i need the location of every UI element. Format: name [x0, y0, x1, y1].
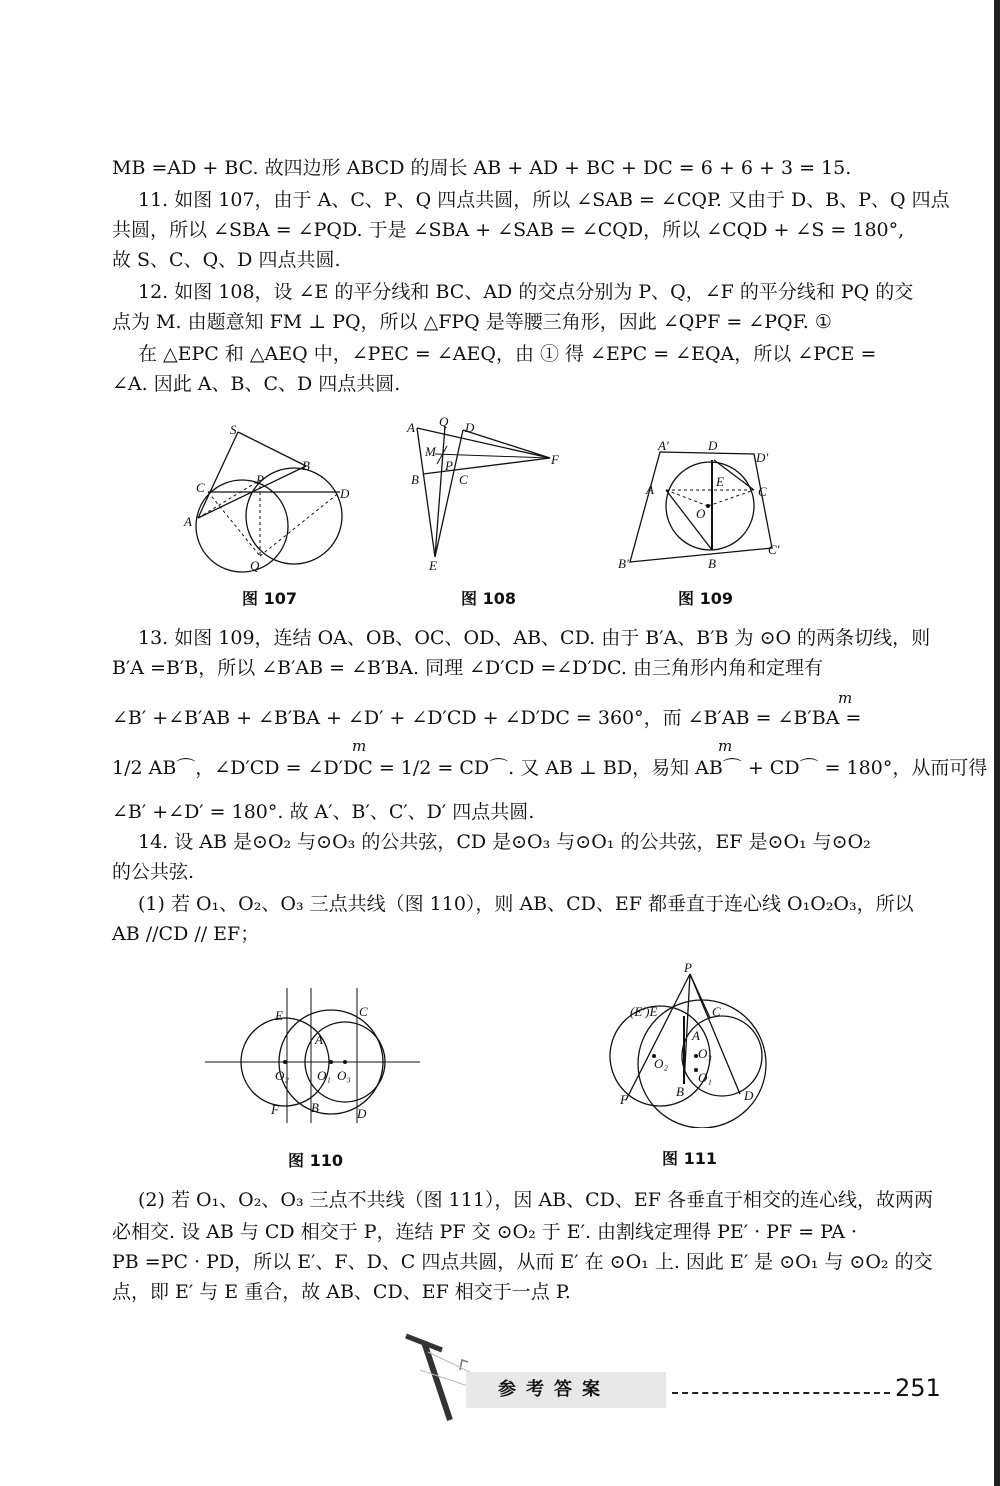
- figure-107-caption: 图 107: [242, 589, 297, 608]
- fig111-label: F: [620, 1092, 628, 1107]
- fig109-label: O: [696, 506, 706, 521]
- fig111-label: D: [744, 1088, 754, 1103]
- fig110-label: A: [315, 1032, 323, 1047]
- page-edge: [994, 0, 1000, 1486]
- fig109-label: C: [758, 484, 767, 499]
- text-line: 13. 如图 109，连结 OA、OB、OC、OD、AB、CD. 由于 B′A、B′B 为 ⊙O 的两条切线，则: [138, 627, 931, 649]
- fig109-label: C′: [768, 542, 780, 557]
- fig108-label: C: [459, 472, 468, 487]
- text-line: 12. 如图 108，设 ∠E 的平分线和 BC、AD 的交点分别为 P、Q，∠F 的平分线和 PQ 的交: [138, 281, 914, 303]
- figure-111-caption: 图 111: [662, 1149, 717, 1168]
- fig110-label: E: [275, 1008, 283, 1023]
- annotation-m: m: [718, 737, 733, 755]
- figure-110: [205, 988, 420, 1123]
- figure-109: [612, 436, 787, 576]
- text-line: 点，即 E′ 与 E 重合，故 AB、CD、EF 相交于一点 P.: [112, 1281, 571, 1303]
- fig108-label: F: [551, 452, 559, 467]
- fig107-label: Q: [250, 558, 260, 573]
- fig107-label: A: [184, 514, 192, 529]
- text-line: (2) 若 O₁、O₂、O₃ 三点不共线（图 111），因 AB、CD、EF 各垂直于相交的连心线，故两两: [138, 1189, 934, 1211]
- fig108-label: M: [425, 444, 436, 459]
- fig111-label: O₁: [698, 1070, 712, 1085]
- fig111-label: C: [712, 1004, 721, 1019]
- fig109-label: A′: [658, 438, 669, 453]
- fig107-label: C: [196, 480, 205, 495]
- text-line: 的公共弦.: [112, 861, 195, 883]
- footer-dash-line: [672, 1392, 890, 1394]
- fig108-label: B: [411, 472, 419, 487]
- fig107-label: B: [302, 458, 310, 473]
- text-line: 1/2 AB⌒，∠D′CD = ∠D′DC = 1/2 = CD⌒. 又 AB ⊥ BD，易知 AB⌒ + CD⌒ = 180°，从而可得: [112, 757, 988, 779]
- text-line: 故 S、C、Q、D 四点共圆.: [112, 249, 341, 271]
- text-line: MB =AD + BC. 故四边形 ABCD 的周长 AB + AD + BC + DC = 6 + 6 + 3 = 15.: [112, 157, 852, 179]
- annotation-m: m: [352, 737, 367, 755]
- text-line: ∠B′ +∠D′ = 180°. 故 A′、B′、C′、D′ 四点共圆.: [112, 801, 535, 823]
- fig107-label: S: [230, 422, 237, 437]
- fig111-label: A: [692, 1028, 700, 1043]
- text-line: 14. 设 AB 是⊙O₂ 与⊙O₃ 的公共弦，CD 是⊙O₃ 与⊙O₁ 的公共弦，EF 是⊙O₁ 与⊙O₂: [138, 831, 871, 853]
- fig109-label: A: [646, 482, 654, 497]
- fig109-label: D: [708, 438, 718, 453]
- fig108-label: Q: [439, 414, 449, 429]
- fig107-label: P: [256, 472, 264, 487]
- fig108-label: E: [429, 558, 437, 573]
- figure-111: [600, 960, 775, 1128]
- fig108-label: P: [445, 458, 453, 473]
- fig109-label: E: [716, 474, 724, 489]
- fig110-label: F: [271, 1102, 279, 1117]
- figure-110-caption: 图 110: [288, 1151, 343, 1170]
- page-number: 251: [895, 1374, 941, 1402]
- fig109-label: D′: [756, 450, 769, 465]
- figure-108-caption: 图 108: [461, 589, 516, 608]
- fig110-label: O₁: [317, 1068, 331, 1083]
- text-line: 点为 M. 由题意知 FM ⊥ PQ，所以 △FPQ 是等腰三角形，因此 ∠QPF = ∠PQF. ①: [112, 311, 832, 333]
- text-line: 11. 如图 107，由于 A、C、P、Q 四点共圆，所以 ∠SAB = ∠CQP. 又由于 D、B、P、Q 四点: [138, 189, 950, 211]
- fig111-label: P: [684, 960, 692, 975]
- text-line: 必相交. 设 AB 与 CD 相交于 P，连结 PF 交 ⊙O₂ 于 E′. 由割线定理得 PE′ · PF = PA ·: [112, 1221, 857, 1243]
- text-line: (1) 若 O₁、O₂、O₃ 三点共线（图 110），则 AB、CD、EF 都垂直于连心线 O₁O₂O₃，所以: [138, 893, 914, 915]
- figure-107: [180, 420, 360, 580]
- fig110-label: O₂: [275, 1068, 289, 1083]
- figure-109-caption: 图 109: [678, 589, 733, 608]
- fig107-label: D: [340, 486, 350, 501]
- fig111-label: (E′)E: [630, 1004, 658, 1019]
- fig108-label: D: [465, 420, 475, 435]
- text-line: 共圆，所以 ∠SBA = ∠PQD. 于是 ∠SBA + ∠SAB = ∠CQD，所以 ∠CQD + ∠S = 180°,: [112, 219, 905, 241]
- text-line: 在 △EPC 和 △AEQ 中，∠PEC = ∠AEQ，由 ① 得 ∠EPC = ∠EQA，所以 ∠PCE =: [138, 343, 877, 365]
- fig110-label: B: [311, 1100, 319, 1115]
- text-line: ∠A. 因此 A、B、C、D 四点共圆.: [112, 373, 401, 395]
- text-line: B′A =B′B，所以 ∠B′AB = ∠B′BA. 同理 ∠D′CD =∠D′DC. 由三角形内角和定理有: [112, 657, 823, 679]
- annotation-m: m: [838, 689, 853, 707]
- fig111-label: O₃: [698, 1046, 712, 1061]
- text-line: PB =PC · PD，所以 E′、F、D、C 四点共圆，从而 E′ 在 ⊙O₁ 上. 因此 E′ 是 ⊙O₁ 与 ⊙O₂ 的交: [112, 1251, 933, 1273]
- fig110-label: C: [359, 1004, 368, 1019]
- fig109-label: B: [708, 556, 716, 571]
- fig110-label: D: [357, 1106, 367, 1121]
- text-line: ∠B′ +∠B′AB + ∠B′BA + ∠D′ + ∠D′CD + ∠D′DC = 360°，而 ∠B′AB = ∠B′BA =: [112, 707, 862, 729]
- fig111-label: B: [676, 1084, 684, 1099]
- figure-108: [405, 412, 570, 574]
- text-line: AB //CD // EF；: [112, 923, 260, 945]
- footer-section-label: 参考答案: [466, 1372, 666, 1408]
- fig110-label: O₃: [337, 1068, 351, 1083]
- fig109-label: B′: [618, 556, 629, 571]
- fig111-label: O₂: [654, 1056, 668, 1071]
- fig108-label: A: [407, 420, 415, 435]
